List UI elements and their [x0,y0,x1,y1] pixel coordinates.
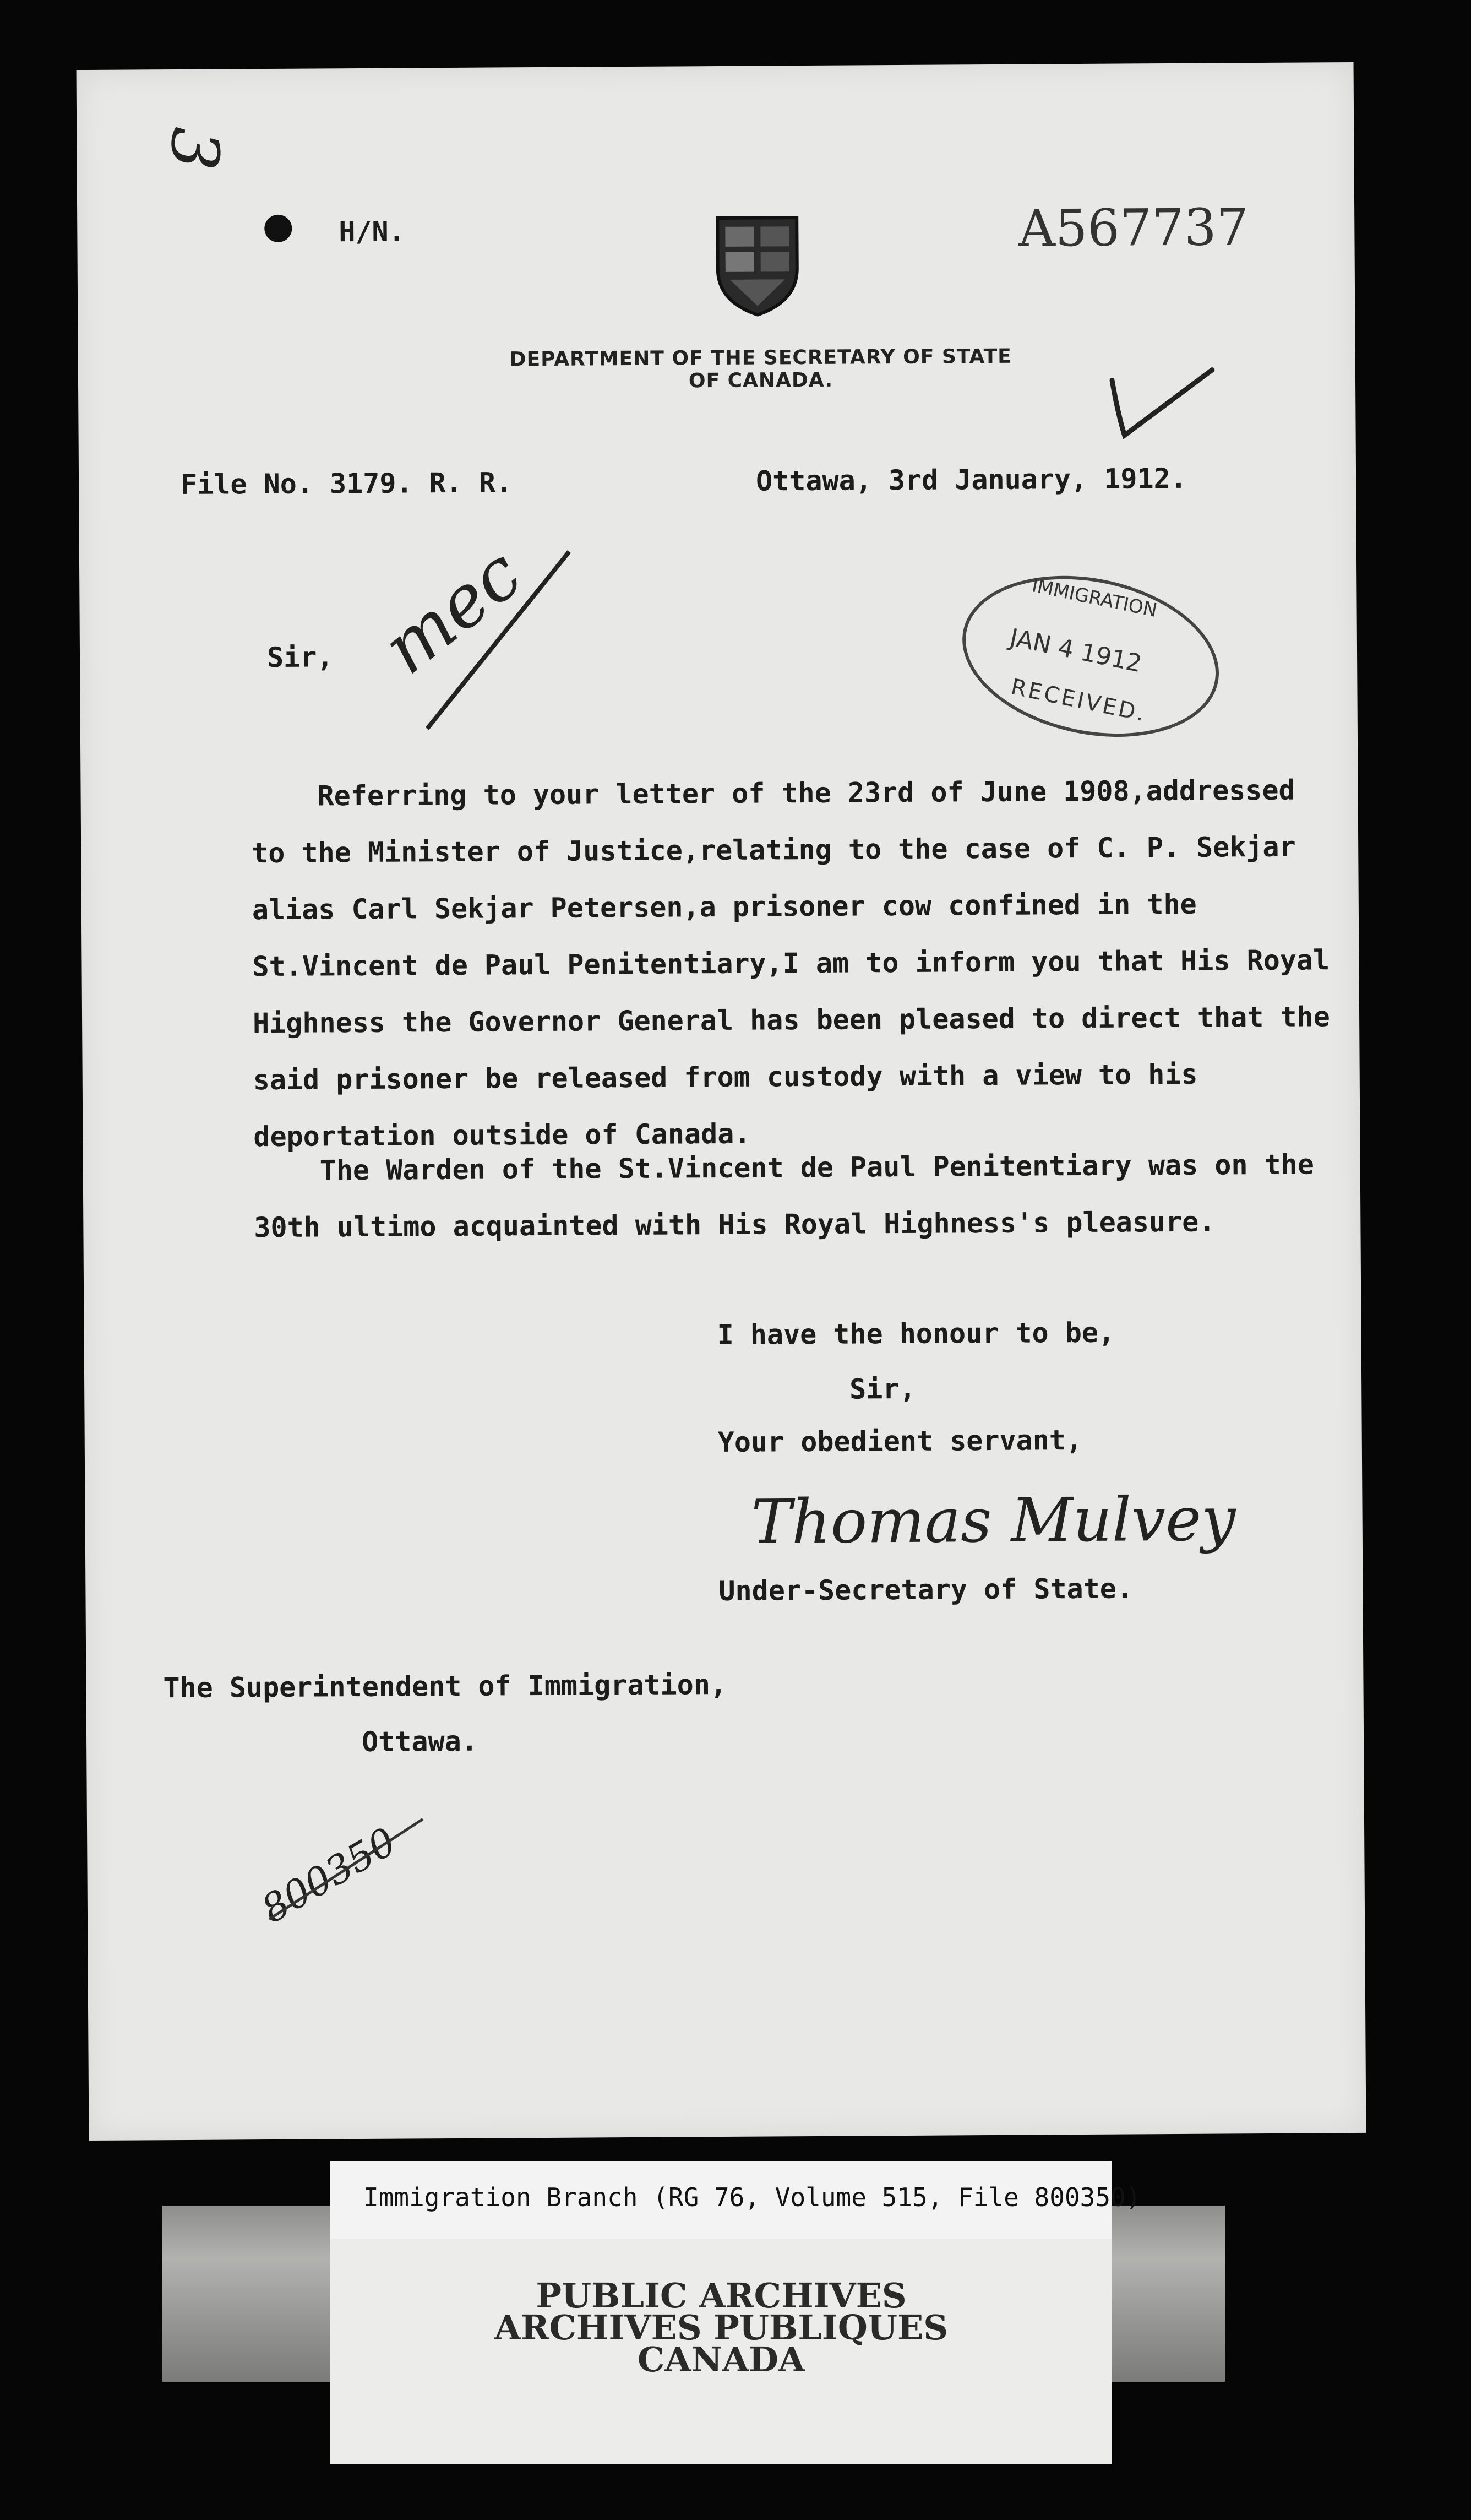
salutation: Sir, [266,641,334,674]
body-paragraph-2: The Warden of the St.Vincent de Paul Penitentiary was on the 30th ultimo acquainted with His Royal Highness's pleasure. [254,1148,1315,1244]
signer-title: Under-Secretary of State. [718,1572,1134,1607]
check-mark-icon [1108,363,1218,446]
pencil-underline-icon [263,1813,429,1925]
closing-line-2: Sir, [849,1372,916,1405]
stamp-bottom-text: RECEIVED. [1009,674,1149,727]
department-line-2: OF CANADA. [688,368,833,393]
letter-page [77,62,1366,2141]
department-name [502,345,1020,394]
archive-stamp-line-1: PUBLIC ARCHIVES [536,2275,907,2316]
closing-line-3: Your obedient servant, [717,1424,1083,1459]
body-paragraph-1: Referring to your letter of the 23rd of June 1908,addressed to the Minister of Justice,relating to the case of C. P. Sekjar alias Carl Sekjar Petersen,a prisoner cow confined in the St.Vincent de Paul Penitentiary,I am to inform you that His Royal Highness the Governor General has been pleased to direct that the said prisoner be released from custody with a view to his deportation outside of Canada. [252,774,1330,1153]
accession-number: A567737 [1018,198,1249,258]
department-line-1: DEPARTMENT OF THE SECRETARY OF STATE [509,345,1012,371]
archive-label-strip [330,2161,1141,2239]
archive-stamp [462,2275,980,2380]
stamp-date: JAN 4 1912 [1007,623,1145,678]
addressee-line-1: The Superintendent of Immigration, [163,1668,727,1704]
file-number: File No. 3179. R. R. [180,466,513,501]
initials-underline-icon [404,546,581,735]
received-stamp [947,554,1233,759]
closing-line-1: I have the honour to be, [717,1316,1115,1351]
stamp-top-text: IMMIGRATION [1029,574,1159,622]
reference-code: H/N. [339,215,405,248]
punch-hole [264,215,292,242]
handwritten-initials: mec [367,531,537,691]
signature: Thomas Mulvey [751,1484,1236,1557]
coat-of-arms-icon [713,213,802,318]
archive-label: Immigration Branch (RG 76, Volume 515, File 800350) [363,2182,1141,2212]
pencil-file-number: 800350 [254,1818,404,1932]
archive-stamp-line-3: CANADA [637,2339,805,2380]
corner-mark: 3 [154,124,234,173]
archive-stamp-line-2: ARCHIVES PUBLIQUES [494,2307,949,2348]
place-date: Ottawa, 3rd January, 1912. [755,462,1187,497]
addressee-line-2: Ottawa. [361,1725,478,1758]
